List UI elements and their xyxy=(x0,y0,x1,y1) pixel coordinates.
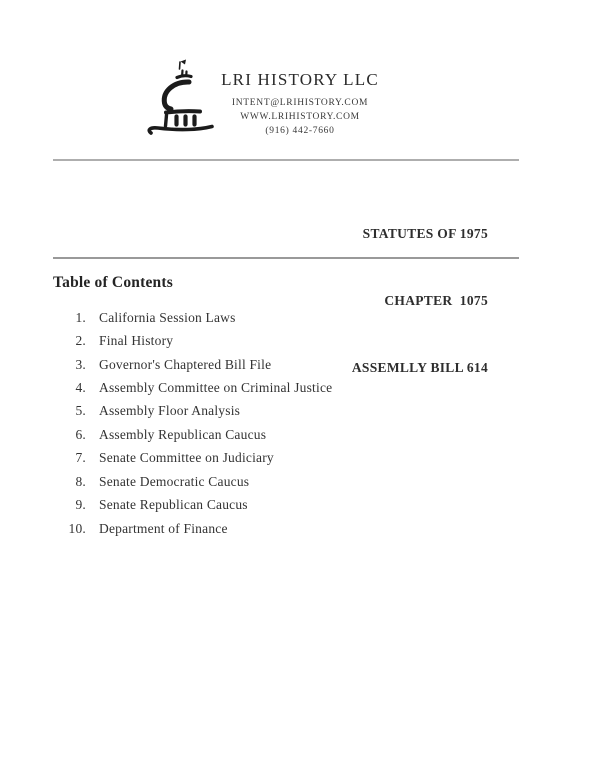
toc-item xyxy=(53,494,473,517)
toc-item xyxy=(53,353,473,376)
toc-item-label: Assembly Republican Caucus xyxy=(99,426,267,442)
toc-item-number: 7. xyxy=(75,450,86,466)
toc-item-number: 6. xyxy=(75,426,86,442)
toc-item-label: Senate Republican Caucus xyxy=(99,497,248,513)
toc-item xyxy=(53,306,473,329)
toc-item-label: California Session Laws xyxy=(99,309,236,325)
toc-item-number: 1. xyxy=(75,309,86,325)
toc-item-label: Senate Democratic Caucus xyxy=(99,473,250,489)
toc-item-label: Senate Committee on Judiciary xyxy=(99,450,274,466)
toc-item xyxy=(53,376,473,399)
toc-item-number: 8. xyxy=(75,473,86,489)
divider-bottom xyxy=(53,257,519,259)
toc-item-label: Assembly Floor Analysis xyxy=(99,403,241,419)
toc-item-label: Department of Finance xyxy=(99,520,228,536)
toc-list xyxy=(53,306,473,540)
toc-item-number: 3. xyxy=(75,356,86,372)
toc-item-number: 2. xyxy=(75,333,86,349)
statutes-line: STATUTES OF 1975 xyxy=(362,226,488,242)
phone-text: (916) 442-7660 xyxy=(265,126,335,136)
website-text: WWW.LRIHISTORY.COM xyxy=(240,112,360,122)
toc-item-number: 9. xyxy=(75,497,86,513)
toc-item-number: 4. xyxy=(75,380,86,396)
bill-line: ASSEMLLY BILL 614 xyxy=(351,359,488,375)
toc-item-label: Assembly Committee on Criminal Justice xyxy=(99,380,333,396)
email-text: INTENT@LRIHISTORY.COM xyxy=(231,98,369,108)
toc-item xyxy=(53,400,473,423)
toc-item-number: 10. xyxy=(68,520,86,536)
toc-item xyxy=(53,447,473,470)
toc-item xyxy=(53,423,473,446)
toc-item-number: 5. xyxy=(75,403,86,419)
toc-title: Table of Contents xyxy=(53,274,173,291)
toc-item xyxy=(53,517,473,540)
toc-item-label: Final History xyxy=(99,333,174,349)
toc-item xyxy=(53,470,473,493)
chapter-line: CHAPTER 1075 xyxy=(384,293,488,309)
toc-item-label: Governor's Chaptered Bill File xyxy=(99,356,272,372)
divider-top xyxy=(53,159,519,161)
company-name: LRI HISTORY LLC xyxy=(221,70,379,89)
letterhead xyxy=(0,70,600,138)
toc-item xyxy=(53,329,473,352)
